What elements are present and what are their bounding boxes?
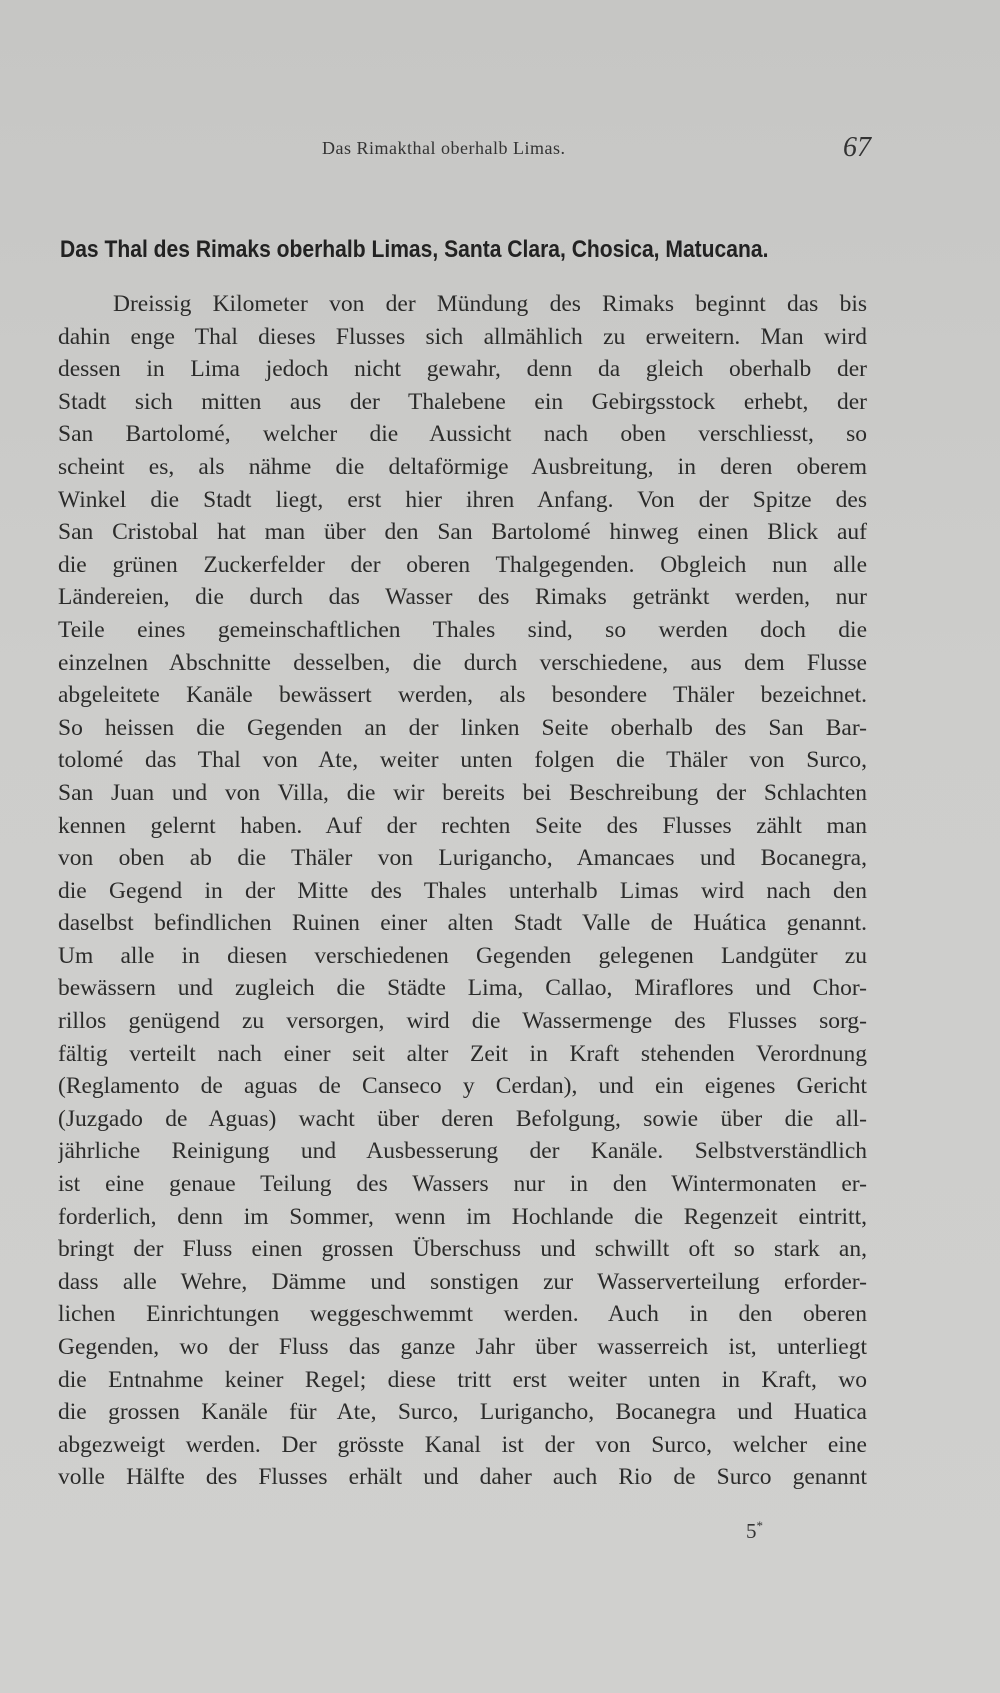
text-line: abgezweigt werden. Der grösste Kanal ist der von Surco, welcher eine (58, 1431, 867, 1458)
text-line: ist eine genaue Teilung des Wassers nur in den Wintermonaten er- (58, 1171, 867, 1198)
text-line: fältig verteilt nach einer seit alter Zeit in Kraft stehenden Verordnung (58, 1040, 867, 1067)
text-line: die grünen Zuckerfelder der oberen Thalgegenden. Obgleich nun alle (58, 551, 867, 578)
text-line: jährliche Reinigung und Ausbesserung der Kanäle. Selbstverständlich (58, 1138, 867, 1165)
text-line: lichen Einrichtungen weggeschwemmt werden. Auch in den oberen (58, 1301, 867, 1328)
signature-mark: * (756, 1518, 763, 1533)
text-line: bringt der Fluss einen grossen Überschuss und schwillt oft so stark an, (58, 1236, 867, 1263)
text-line: von oben ab die Thäler von Lurigancho, Amancaes und Bocanegra, (58, 845, 867, 872)
text-line: So heissen die Gegenden an der linken Seite oberhalb des San Bar- (58, 714, 867, 741)
text-line: die Gegend in der Mitte des Thales unterhalb Limas wird nach den (58, 877, 867, 904)
text-line: forderlich, denn im Sommer, wenn im Hochlande die Regenzeit eintritt, (58, 1203, 867, 1230)
text-line: San Bartolomé, welcher die Aussicht nach oben verschliesst, so (58, 421, 867, 448)
printer-signature (746, 1518, 763, 1544)
text-line: San Cristobal hat man über den San Bartolomé hinweg einen Blick auf (58, 519, 867, 546)
text-line: Ländereien, die durch das Wasser des Rimaks getränkt werden, nur (58, 584, 867, 611)
text-line: bewässern und zugleich die Städte Lima, Callao, Miraflores und Chor- (58, 975, 867, 1002)
text-line: (Reglamento de aguas de Canseco y Cerdan), und ein eigenes Gericht (58, 1073, 867, 1100)
text-line: scheint es, als nähme die deltaförmige Ausbreitung, in deren oberem (58, 453, 867, 480)
text-line: volle Hälfte des Flusses erhält und daher auch Rio de Surco genannt (58, 1464, 867, 1491)
text-line: einzelnen Abschnitte desselben, die durch verschiedene, aus dem Flusse (58, 649, 867, 676)
text-line: Um alle in diesen verschiedenen Gegenden gelegenen Landgüter zu (58, 942, 867, 969)
text-line: Dreissig Kilometer von der Mündung des Rimaks beginnt das bis (113, 291, 867, 317)
chapter-heading: Das Thal des Rimaks oberhalb Limas, Santa Clara, Chosica, Matucana. (60, 236, 769, 263)
text-line: rillos genügend zu versorgen, wird die Wassermenge des Flusses sorg- (58, 1008, 867, 1035)
text-line: dass alle Wehre, Dämme und sonstigen zur Wasserverteilung erforder- (58, 1268, 867, 1295)
text-line: Gegenden, wo der Fluss das ganze Jahr über wasserreich ist, unterliegt (58, 1334, 867, 1360)
text-line: daselbst befindlichen Ruinen einer alten Stadt Valle de Huática genannt. (58, 910, 867, 937)
running-head: Das Rimakthal oberhalb Limas. (322, 138, 566, 158)
text-line: dahin enge Thal dieses Flusses sich allmählich zu erweitern. Man wird (58, 323, 867, 350)
text-line: (Juzgado de Aguas) wacht über deren Befolgung, sowie über die all- (58, 1105, 867, 1132)
text-line: Stadt sich mitten aus der Thalebene ein Gebirgsstock erhebt, der (58, 388, 867, 415)
body-text (58, 288, 867, 1494)
text-line: die Entnahme keiner Regel; diese tritt erst weiter unten in Kraft, wo (58, 1366, 867, 1393)
text-line: Teile eines gemeinschaftlichen Thales sind, so werden doch die (58, 616, 867, 643)
text-line: San Juan und von Villa, die wir bereits bei Beschreibung der Schlachten (58, 779, 867, 806)
text-line: Winkel die Stadt liegt, erst hier ihren Anfang. Von der Spitze des (58, 486, 867, 513)
text-line: abgeleitete Kanäle bewässert werden, als besondere Thäler bezeichnet. (58, 682, 867, 709)
page-number: 67 (843, 132, 871, 163)
text-line: tolomé das Thal von Ate, weiter unten folgen die Thäler von Surco, (58, 747, 867, 774)
text-line: dessen in Lima jedoch nicht gewahr, denn da gleich oberhalb der (58, 356, 867, 383)
text-line: kennen gelernt haben. Auf der rechten Seite des Flusses zählt man (58, 812, 867, 839)
signature-number: 5 (746, 1519, 757, 1543)
text-line: die grossen Kanäle für Ate, Surco, Lurigancho, Bocanegra und Huatica (58, 1399, 867, 1426)
